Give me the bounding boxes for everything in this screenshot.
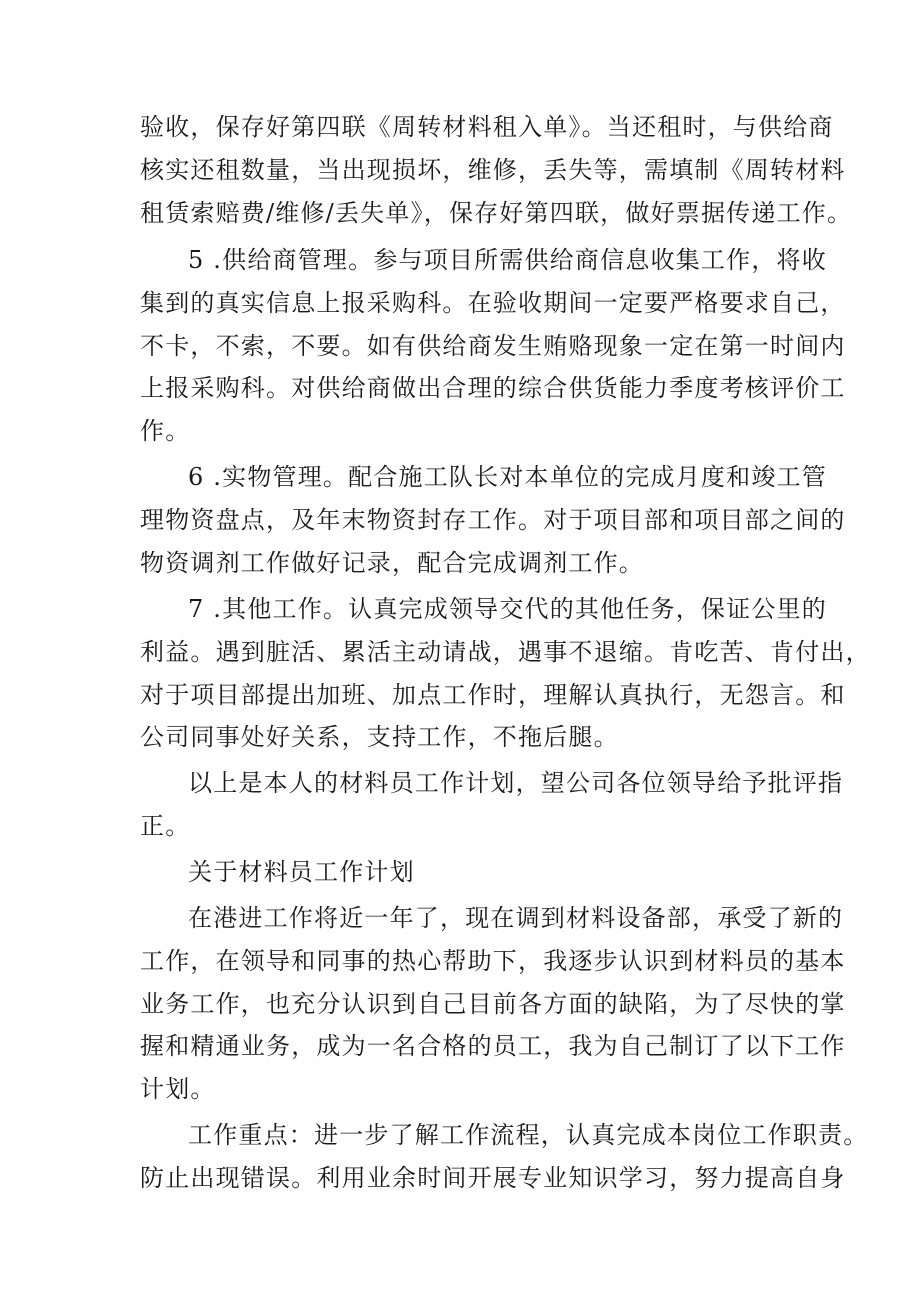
text-line: 集到的真实信息上报采购科。在验收期间一定要严格要求自己，: [140, 289, 846, 317]
text-line: 对于项目部提出加班、加点工作时，理解认真执行，无怨言。和: [140, 681, 846, 709]
text-line: 工作重点：进一步了解工作流程，认真完成本岗位工作职责。: [188, 1121, 869, 1149]
text-line: 不卡，不索，不要。如有供给商发生贿赂现象一定在第一时间内: [140, 332, 846, 360]
text-line: 作。: [140, 417, 191, 445]
text-line: 理物资盘点，及年末物资封存工作。对于项目部和项目部之间的: [140, 506, 846, 534]
text-line: 6 .实物管理。配合施工队长对本单位的完成月度和竣工管: [188, 463, 827, 491]
text-line: 上报采购科。对供给商做出合理的综合供货能力季度考核评价工: [140, 374, 846, 402]
text-line: 以上是本人的材料员工作计划，望公司各位领导给予批评指: [188, 769, 844, 797]
text-line: 核实还租数量，当出现损坏，维修，丢失等，需填制《周转材料: [140, 156, 846, 184]
text-line: 防止出现错误。利用业余时间开展专业知识学习，努力提高自身: [140, 1164, 846, 1192]
text-line: 5 .供给商管理。参与项目所需供给商信息收集工作，将收: [188, 246, 827, 274]
text-line: 工作，在领导和同事的热心帮助下，我逐步认识到材料员的基本: [140, 947, 846, 975]
text-line: 正。: [140, 812, 191, 840]
text-line: 计划。: [140, 1075, 216, 1103]
text-line: 物资调剂工作做好记录，配合完成调剂工作。: [140, 549, 644, 577]
text-line: 7 .其他工作。认真完成领导交代的其他任务，保证公里的: [188, 595, 827, 623]
text-line: 公司同事处好关系，支持工作，不拖后腿。: [140, 723, 619, 751]
text-line: 利益。遇到脏活、累活主动请战，遇事不退缩。肯吃苦、肯付出，: [140, 638, 871, 666]
text-line: 业务工作，也充分认识到自己目前各方面的缺陷，为了尽快的掌: [140, 990, 846, 1018]
text-line: 验收，保存好第四联《周转材料租入单》。当还租时，与供给商: [140, 113, 834, 141]
text-line: 握和精通业务，成为一名合格的员工，我为自己制订了以下工作: [140, 1032, 846, 1060]
text-line: 在港进工作将近一年了，现在调到材料设备部，承受了新的: [188, 904, 844, 932]
section-title: 关于材料员工作计划: [188, 858, 415, 886]
text-line: 租赁索赔费/维修/丢失单》，保存好第四联，做好票据传递工作。: [140, 199, 853, 227]
